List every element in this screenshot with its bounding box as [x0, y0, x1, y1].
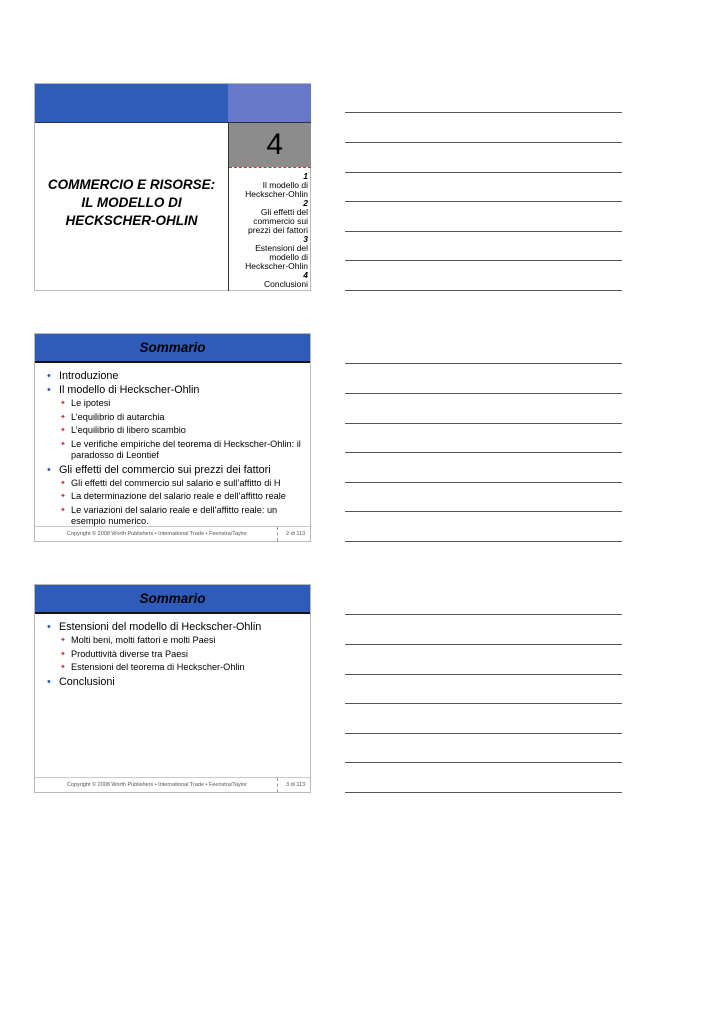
summary-slide-1: [34, 333, 311, 542]
summary-slide-2: [34, 584, 311, 793]
chapter-number: 4: [266, 128, 283, 161]
chapter-num: 3: [303, 234, 308, 244]
list-item: • Estensioni del modello di Heckscher-Ohlin: [45, 621, 307, 634]
note-line: [345, 423, 622, 424]
note-line: [345, 363, 622, 364]
copyright-text: Copyright © 2008 Worth Publishers • International Trade • Feenstra/Taylor: [67, 531, 247, 537]
slide-title: [35, 176, 228, 230]
slide-footer: [35, 777, 310, 792]
chapter-num: 4: [303, 270, 308, 280]
header-bar: [35, 84, 228, 122]
list-subitem: ✦ Gli effetti del commercio sul salario e sull’affitto di H: [45, 478, 307, 490]
note-line: [345, 614, 622, 615]
chapter-line: Estensioni del: [255, 243, 308, 253]
page-number: 3 di 113: [286, 782, 306, 788]
slide-title: Sommario: [139, 340, 206, 355]
note-line: [345, 733, 622, 734]
chapter-line: Conclusioni: [264, 279, 308, 289]
note-line: [345, 201, 622, 202]
note-line: [345, 644, 622, 645]
chapter-number-box: [229, 123, 311, 167]
header-bar-accent: [228, 84, 311, 122]
divider-dashed: [229, 167, 311, 168]
list-subitem: ✦ Le verifiche empiriche del teorema di Heckscher-Ohlin: il paradosso di Leontief: [45, 439, 307, 462]
list-subitem: ✦ La determinazione del salario reale e dell’affitto reale: [45, 491, 307, 503]
chapter-line: Gli effetti del: [260, 207, 308, 217]
note-line: [345, 674, 622, 675]
chapter-line: commercio sui: [253, 216, 308, 226]
note-line: [345, 393, 622, 394]
note-line: [345, 112, 622, 113]
note-line: [345, 703, 622, 704]
bullet-list: [45, 621, 307, 690]
chapter-line: prezzi dei fattori: [248, 225, 308, 235]
chapter-line: Heckscher-Ohlin: [245, 189, 308, 199]
list-subitem: ✦ Molti beni, molti fattori e molti Paesi: [45, 635, 307, 647]
list-item: • Conclusioni: [45, 676, 307, 689]
list-subitem: ✦ L’equilibrio di libero scambio: [45, 425, 307, 437]
footer-separator: [277, 778, 278, 792]
note-line: [345, 142, 622, 143]
footer-separator: [277, 527, 278, 541]
chapter-line: modello di: [269, 252, 308, 262]
chapter-num: 2: [303, 198, 308, 208]
list-subitem: ✦ Estensioni del teorema di Heckscher-Ohlin: [45, 662, 307, 674]
slide-header: [35, 334, 310, 363]
chapter-num: 1: [303, 171, 308, 181]
list-subitem: ✦ L’equilibrio di autarchia: [45, 412, 307, 424]
list-subitem: ✦ Produttività diverse tra Paesi: [45, 649, 307, 661]
note-line: [345, 762, 622, 763]
chapter-outline: [231, 172, 308, 289]
title-slide: [34, 83, 311, 291]
note-line: [345, 452, 622, 453]
title-line: IL MODELLO DI: [81, 195, 182, 210]
note-line: [345, 482, 622, 483]
chapter-line: Il modello di: [262, 180, 308, 190]
chapter-line: Heckscher-Ohlin: [245, 261, 308, 271]
page-number: 2 di 113: [286, 531, 306, 537]
list-subitem: ✦ Le ipotesi: [45, 398, 307, 410]
title-line: HECKSCHER-OHLIN: [65, 213, 198, 228]
slide-footer: [35, 526, 310, 541]
list-item: • Gli effetti del commercio sui prezzi dei fattori: [45, 464, 307, 477]
note-line: [345, 792, 622, 793]
list-item: • Introduzione: [45, 370, 307, 383]
list-item: • Il modello di Heckscher-Ohlin: [45, 384, 307, 397]
bullet-list: [45, 370, 307, 530]
copyright-text: Copyright © 2008 Worth Publishers • International Trade • Feenstra/Taylor: [67, 782, 247, 788]
note-line: [345, 172, 622, 173]
note-line: [345, 290, 622, 291]
note-line: [345, 511, 622, 512]
title-line: COMMERCIO E RISORSE:: [47, 177, 216, 192]
note-line: [345, 541, 622, 542]
list-subitem: ✦ Le variazioni del salario reale e dell’affitto reale: un esempio numerico.: [45, 505, 307, 528]
note-line: [345, 231, 622, 232]
slide-title: Sommario: [139, 591, 206, 606]
note-line: [345, 260, 622, 261]
slide-header: [35, 585, 310, 614]
